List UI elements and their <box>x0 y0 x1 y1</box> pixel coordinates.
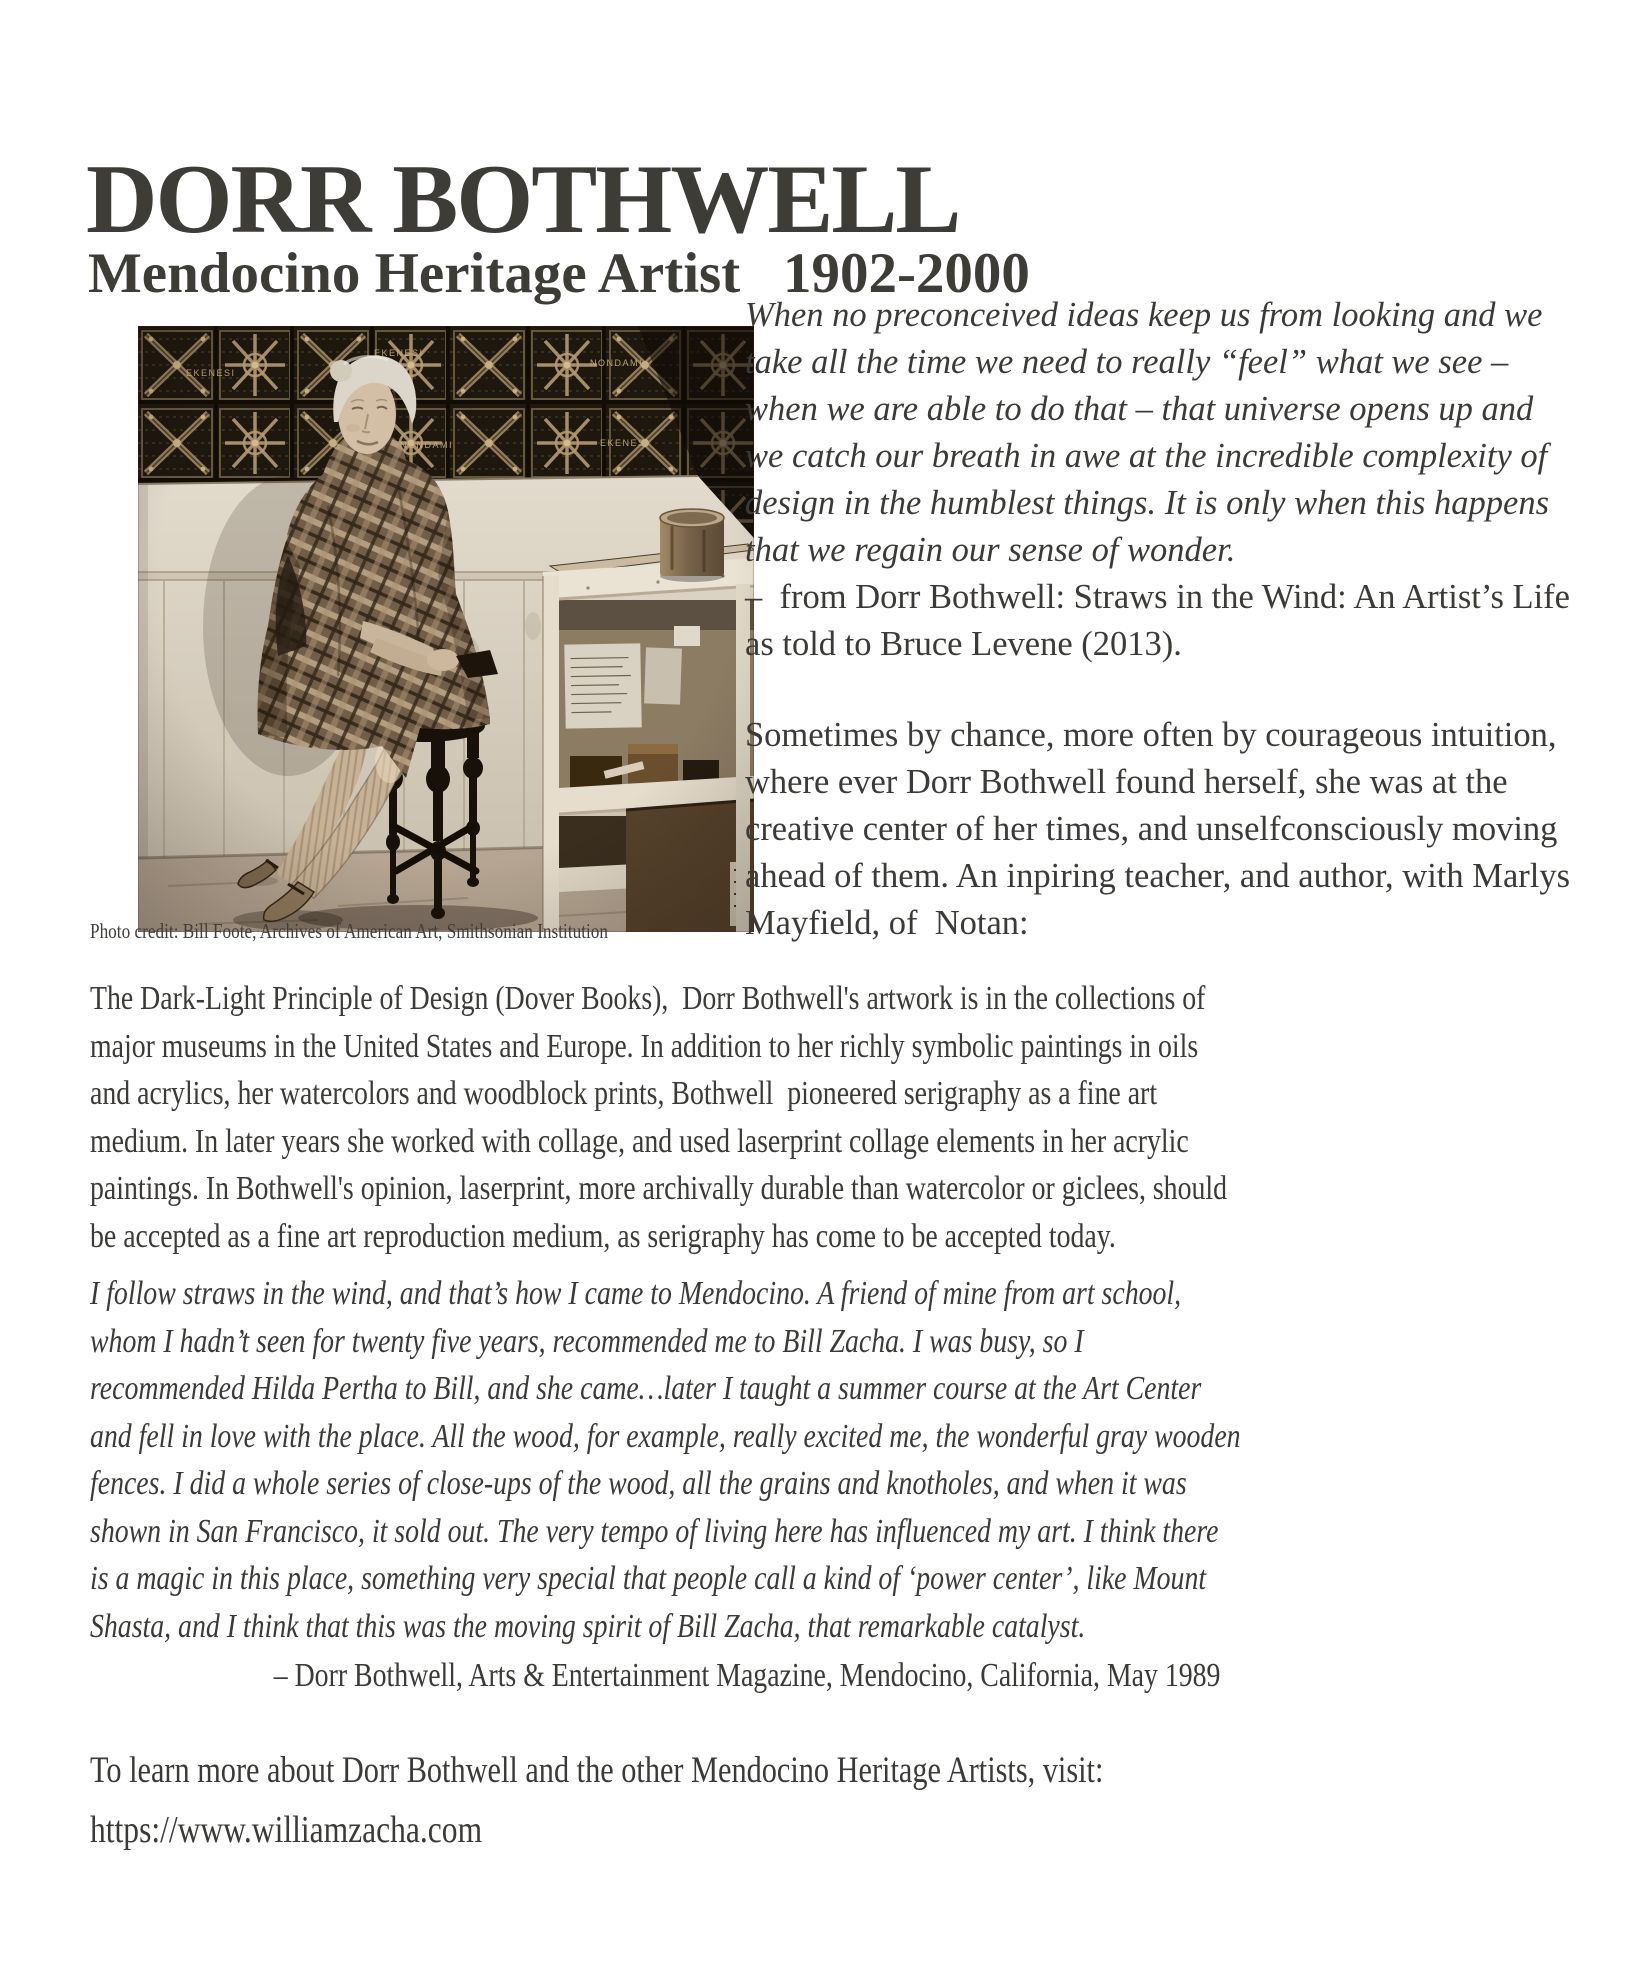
opening-quote: When no preconceived ideas keep us from looking and we take all the time we need to really “feel” what we see – when we are able to do that – that universe opens up and we catch our breath in awe at the incredible complexity of design in the humblest things. It is only when this happens that we regain our sense of wonder. <box>745 296 1558 569</box>
bio-paragraph-intro: Sometimes by chance, more often by courageous intuition, where ever Dorr Bothwell found herself, she was at the creative center of her times, and unselfconsciously moving ahead of them. An inpiring teacher, and author, with Marlys Mayfield, of Notan: <box>745 716 1579 942</box>
footer-text: To learn more about Dorr Bothwell and the other Mendocino Heritage Artists, visit: <box>90 1748 1104 1790</box>
intro-column <box>745 292 1579 947</box>
opening-quote-attribution: – from Dorr Bothwell: Straws in the Wind: An Artist’s Life as told to Bruce Levene (2013). <box>745 578 1579 663</box>
artist-photo-illustration <box>138 326 754 932</box>
photo-credit: Photo credit: Bill Foote, Archives of American Art, Smithsonian Institution <box>90 919 608 943</box>
page-title: DORR BOTHWELL <box>86 145 960 255</box>
photo-vignette <box>138 326 754 932</box>
website-link[interactable]: https://www.williamzacha.com <box>90 1809 483 1851</box>
artist-photo <box>138 326 754 932</box>
mendocino-quote: I follow straws in the wind, and that’s how I came to Mendocino. A friend of mine from art school, whom I hadn’t seen for twenty five years, recommended me to Bill Zacha. I was busy, so I recommended Hilda Pertha to Bill, and she came…later I taught a summer course at the Art Center and fell in love with the place. All the wood, for example, really excited me, the wonderful gray wooden fences. I did a whole series of close-ups of the wood, all the grains and knotholes, and when it was shown in San Francisco, it sold out. The very tempo of living here has influenced my art. I think there is a magic in this place, something very special that people call a kind of ‘power center’, like Mount Shasta, and I think that this was the moving spirit of Bill Zacha, that remarkable catalyst. <box>90 1275 1248 1645</box>
page-subtitle: Mendocino Heritage Artist 1902-2000 <box>88 242 1030 306</box>
mendocino-quote-attribution: – Dorr Bothwell, Arts & Entertainment Magazine, Mendocino, California, May 1989 <box>273 1657 1221 1694</box>
lower-content <box>90 975 1248 1855</box>
footer-link-line <box>90 1807 1244 1855</box>
bio-paragraph-continued: The Dark-Light Principle of Design (Dover Books), Dorr Bothwell's artwork is in the collections of major museums in the United States and Europe. In addition to her richly symbolic paintings in oils and acrylics, her watercolors and woodblock prints, Bothwell pioneered serigraphy as a fine art medium. In later years she worked with collage, and used laserprint collage elements in her acrylic paintings. In Bothwell's opinion, laserprint, more archivally durable than watercolor or giclees, should be accepted as a fine art reproduction medium, as serigraphy has come to be accepted today. <box>90 980 1234 1255</box>
